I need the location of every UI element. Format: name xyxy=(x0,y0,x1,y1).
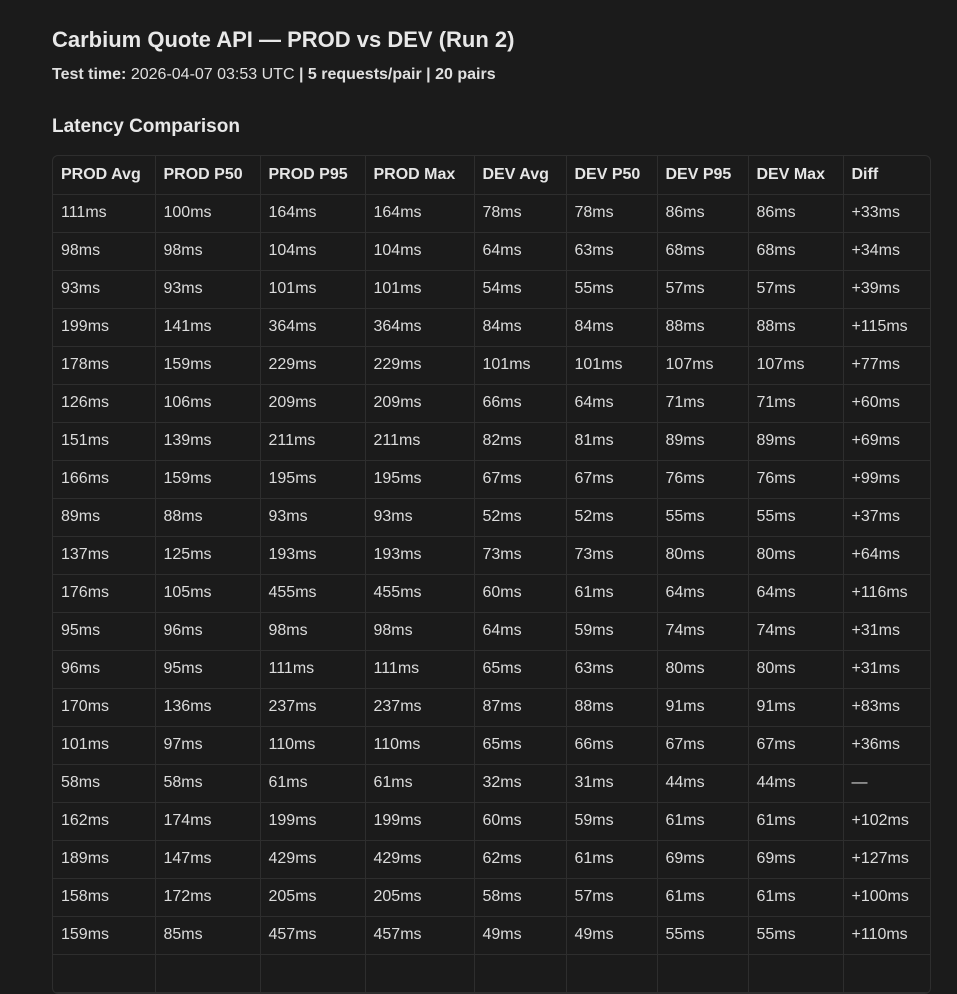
table-row xyxy=(53,878,930,916)
table-cell: +39ms xyxy=(843,270,930,308)
table-row xyxy=(53,612,930,650)
table-cell: 81ms xyxy=(566,422,657,460)
table-cell: 57ms xyxy=(566,878,657,916)
table-row xyxy=(53,764,930,802)
table-row xyxy=(53,726,930,764)
table-cell: 73ms xyxy=(566,536,657,574)
table-cell: 82ms xyxy=(474,422,566,460)
meta-separator: | xyxy=(298,66,304,83)
table-cell: 71ms xyxy=(748,384,843,422)
table-body xyxy=(53,194,930,992)
table-cell: 64ms xyxy=(566,384,657,422)
table-cell: 69ms xyxy=(748,840,843,878)
table-cell: 64ms xyxy=(748,574,843,612)
table-cell: 93ms xyxy=(260,498,365,536)
table-cell: 141ms xyxy=(155,308,260,346)
table-cell: 96ms xyxy=(53,650,155,688)
table-cell: 84ms xyxy=(474,308,566,346)
table-row xyxy=(53,536,930,574)
latency-table-container xyxy=(52,155,931,994)
table-cell: 80ms xyxy=(748,536,843,574)
table-row xyxy=(53,954,930,992)
table-cell: 54ms xyxy=(474,270,566,308)
column-header: DEV Max xyxy=(748,156,843,194)
table-cell: 60ms xyxy=(474,574,566,612)
table-row xyxy=(53,840,930,878)
table-cell: 100ms xyxy=(155,194,260,232)
table-cell: 55ms xyxy=(748,916,843,954)
table-cell: 178ms xyxy=(53,346,155,384)
column-header: Diff xyxy=(843,156,930,194)
table-cell: 85ms xyxy=(155,916,260,954)
table-cell: 86ms xyxy=(748,194,843,232)
table-cell: 429ms xyxy=(365,840,474,878)
table-cell: 209ms xyxy=(365,384,474,422)
table-cell: 98ms xyxy=(260,612,365,650)
table-cell: 455ms xyxy=(260,574,365,612)
table-cell: 58ms xyxy=(53,764,155,802)
table-cell: 106ms xyxy=(155,384,260,422)
table-cell: 101ms xyxy=(365,270,474,308)
table-cell: 195ms xyxy=(260,460,365,498)
table-cell: 137ms xyxy=(53,536,155,574)
requests-per-pair: 5 requests/pair xyxy=(307,66,422,83)
table-cell: 199ms xyxy=(53,308,155,346)
table-cell: 61ms xyxy=(657,878,748,916)
table-cell: 364ms xyxy=(260,308,365,346)
table-cell: 67ms xyxy=(474,460,566,498)
table-cell: 110ms xyxy=(365,726,474,764)
table-cell: 209ms xyxy=(260,384,365,422)
table-cell: 65ms xyxy=(474,726,566,764)
table-cell: 139ms xyxy=(155,422,260,460)
table-cell: 107ms xyxy=(657,346,748,384)
test-time-value: 2026-04-07 03:53 UTC xyxy=(130,66,295,83)
table-cell: 195ms xyxy=(365,460,474,498)
table-cell: 89ms xyxy=(53,498,155,536)
table-cell: 193ms xyxy=(260,536,365,574)
table-cell: 101ms xyxy=(566,346,657,384)
table-cell: 44ms xyxy=(748,764,843,802)
column-header: PROD P95 xyxy=(260,156,365,194)
table-cell: 88ms xyxy=(155,498,260,536)
table-cell: 74ms xyxy=(657,612,748,650)
table-cell: 89ms xyxy=(748,422,843,460)
table-cell: 89ms xyxy=(657,422,748,460)
table-cell: 80ms xyxy=(657,650,748,688)
table-cell xyxy=(260,954,365,992)
table-row xyxy=(53,498,930,536)
table-cell: 49ms xyxy=(566,916,657,954)
table-cell: 74ms xyxy=(748,612,843,650)
table-row xyxy=(53,802,930,840)
table-cell: +31ms xyxy=(843,650,930,688)
table-cell: 73ms xyxy=(474,536,566,574)
table-cell: 61ms xyxy=(365,764,474,802)
table-cell: 68ms xyxy=(657,232,748,270)
table-row xyxy=(53,270,930,308)
column-header: PROD Avg xyxy=(53,156,155,194)
table-cell: 93ms xyxy=(155,270,260,308)
table-cell: 101ms xyxy=(474,346,566,384)
table-cell: 159ms xyxy=(53,916,155,954)
table-cell: 58ms xyxy=(474,878,566,916)
table-cell: 59ms xyxy=(566,612,657,650)
table-cell xyxy=(657,954,748,992)
table-cell: 166ms xyxy=(53,460,155,498)
table-cell: 57ms xyxy=(748,270,843,308)
table-row xyxy=(53,650,930,688)
table-cell: 61ms xyxy=(657,802,748,840)
meta-separator: | xyxy=(426,66,431,83)
table-cell: 105ms xyxy=(155,574,260,612)
table-cell: 58ms xyxy=(155,764,260,802)
table-row xyxy=(53,574,930,612)
table-cell: 76ms xyxy=(657,460,748,498)
table-cell: 107ms xyxy=(748,346,843,384)
table-cell: 57ms xyxy=(657,270,748,308)
table-cell: 71ms xyxy=(657,384,748,422)
table-cell xyxy=(748,954,843,992)
table-cell: 61ms xyxy=(748,802,843,840)
table-cell: 64ms xyxy=(474,612,566,650)
table-cell: 80ms xyxy=(657,536,748,574)
table-cell: 205ms xyxy=(260,878,365,916)
table-cell: 87ms xyxy=(474,688,566,726)
column-header: DEV P95 xyxy=(657,156,748,194)
table-cell: 104ms xyxy=(365,232,474,270)
table-cell: 61ms xyxy=(748,878,843,916)
table-cell: 61ms xyxy=(566,574,657,612)
table-cell: +83ms xyxy=(843,688,930,726)
table-cell: 429ms xyxy=(260,840,365,878)
test-meta xyxy=(52,64,929,86)
table-cell: +99ms xyxy=(843,460,930,498)
table-cell: +110ms xyxy=(843,916,930,954)
table-row xyxy=(53,422,930,460)
table-cell: 95ms xyxy=(155,650,260,688)
table-row xyxy=(53,308,930,346)
table-cell: 205ms xyxy=(365,878,474,916)
table-cell: 229ms xyxy=(260,346,365,384)
table-cell: 55ms xyxy=(748,498,843,536)
table-cell: 69ms xyxy=(657,840,748,878)
table-cell: 151ms xyxy=(53,422,155,460)
table-cell: 174ms xyxy=(155,802,260,840)
table-cell: 101ms xyxy=(260,270,365,308)
table-cell: 110ms xyxy=(260,726,365,764)
table-cell: 199ms xyxy=(365,802,474,840)
table-cell: 64ms xyxy=(657,574,748,612)
table-cell: 457ms xyxy=(260,916,365,954)
table-cell: 125ms xyxy=(155,536,260,574)
table-cell: 60ms xyxy=(474,802,566,840)
page-title: Carbium Quote API — PROD vs DEV (Run 2) xyxy=(52,27,515,52)
table-cell: 76ms xyxy=(748,460,843,498)
table-cell: — xyxy=(843,764,930,802)
table-cell xyxy=(474,954,566,992)
table-cell: 237ms xyxy=(365,688,474,726)
table-cell: +127ms xyxy=(843,840,930,878)
table-cell: 172ms xyxy=(155,878,260,916)
column-header: DEV P50 xyxy=(566,156,657,194)
table-cell: 97ms xyxy=(155,726,260,764)
table-cell: 52ms xyxy=(474,498,566,536)
table-cell: 52ms xyxy=(566,498,657,536)
table-row xyxy=(53,232,930,270)
table-cell: 111ms xyxy=(260,650,365,688)
table-cell xyxy=(53,954,155,992)
table-cell: +100ms xyxy=(843,878,930,916)
table-cell xyxy=(566,954,657,992)
table-cell: 67ms xyxy=(657,726,748,764)
table-cell: 80ms xyxy=(748,650,843,688)
table-cell: +115ms xyxy=(843,308,930,346)
table-cell: 78ms xyxy=(474,194,566,232)
table-cell: 229ms xyxy=(365,346,474,384)
table-cell: 211ms xyxy=(365,422,474,460)
table-cell: 59ms xyxy=(566,802,657,840)
table-cell: 457ms xyxy=(365,916,474,954)
table-cell: 65ms xyxy=(474,650,566,688)
table-cell: +60ms xyxy=(843,384,930,422)
table-cell: 31ms xyxy=(566,764,657,802)
table-cell: 61ms xyxy=(566,840,657,878)
table-row xyxy=(53,346,930,384)
column-header: PROD P50 xyxy=(155,156,260,194)
table-cell: +64ms xyxy=(843,536,930,574)
table-cell: +36ms xyxy=(843,726,930,764)
table-cell: 96ms xyxy=(155,612,260,650)
table-cell: +69ms xyxy=(843,422,930,460)
table-cell: +102ms xyxy=(843,802,930,840)
test-time-label: Test time: xyxy=(52,66,127,83)
table-cell: 55ms xyxy=(657,498,748,536)
table-cell: 162ms xyxy=(53,802,155,840)
table-cell: 364ms xyxy=(365,308,474,346)
latency-table xyxy=(53,156,930,993)
table-cell: 67ms xyxy=(748,726,843,764)
table-cell: 164ms xyxy=(260,194,365,232)
table-cell: 211ms xyxy=(260,422,365,460)
pair-count: 20 pairs xyxy=(435,66,496,83)
table-cell: 164ms xyxy=(365,194,474,232)
table-cell: 93ms xyxy=(365,498,474,536)
table-cell: 68ms xyxy=(748,232,843,270)
table-row xyxy=(53,916,930,954)
table-cell: 67ms xyxy=(566,460,657,498)
table-cell: 93ms xyxy=(53,270,155,308)
table-cell: +116ms xyxy=(843,574,930,612)
table-cell: 455ms xyxy=(365,574,474,612)
table-row xyxy=(53,460,930,498)
table-cell: 193ms xyxy=(365,536,474,574)
section-title: Latency Comparison xyxy=(52,116,240,137)
table-cell: 170ms xyxy=(53,688,155,726)
table-cell: 49ms xyxy=(474,916,566,954)
table-cell: +33ms xyxy=(843,194,930,232)
table-cell: 44ms xyxy=(657,764,748,802)
table-cell: 66ms xyxy=(474,384,566,422)
column-header: DEV Avg xyxy=(474,156,566,194)
table-cell: 189ms xyxy=(53,840,155,878)
table-cell: 88ms xyxy=(657,308,748,346)
table-cell: 78ms xyxy=(566,194,657,232)
table-cell: 111ms xyxy=(365,650,474,688)
table-cell: 147ms xyxy=(155,840,260,878)
table-cell: 98ms xyxy=(53,232,155,270)
table-cell: 88ms xyxy=(566,688,657,726)
table-cell: 176ms xyxy=(53,574,155,612)
table-cell: 98ms xyxy=(365,612,474,650)
table-cell: 199ms xyxy=(260,802,365,840)
table-cell: 111ms xyxy=(53,194,155,232)
table-cell: 62ms xyxy=(474,840,566,878)
table-cell xyxy=(843,954,930,992)
table-cell: +31ms xyxy=(843,612,930,650)
table-row xyxy=(53,688,930,726)
table-cell xyxy=(155,954,260,992)
table-cell: 61ms xyxy=(260,764,365,802)
table-cell: 98ms xyxy=(155,232,260,270)
table-cell: +34ms xyxy=(843,232,930,270)
table-cell: 91ms xyxy=(748,688,843,726)
table-cell: 95ms xyxy=(53,612,155,650)
table-cell: 63ms xyxy=(566,650,657,688)
table-cell: 126ms xyxy=(53,384,155,422)
table-cell: +77ms xyxy=(843,346,930,384)
table-cell: 32ms xyxy=(474,764,566,802)
table-cell: 159ms xyxy=(155,346,260,384)
table-cell: 86ms xyxy=(657,194,748,232)
table-cell: 136ms xyxy=(155,688,260,726)
table-cell: 66ms xyxy=(566,726,657,764)
table-cell: 88ms xyxy=(748,308,843,346)
table-cell: 159ms xyxy=(155,460,260,498)
table-row xyxy=(53,194,930,232)
table-cell: 64ms xyxy=(474,232,566,270)
table-cell: 101ms xyxy=(53,726,155,764)
table-cell xyxy=(365,954,474,992)
table-cell: 55ms xyxy=(657,916,748,954)
table-header-row xyxy=(53,156,930,194)
table-cell: 91ms xyxy=(657,688,748,726)
table-cell: 55ms xyxy=(566,270,657,308)
table-cell: 158ms xyxy=(53,878,155,916)
table-cell: +37ms xyxy=(843,498,930,536)
table-cell: 104ms xyxy=(260,232,365,270)
table-row xyxy=(53,384,930,422)
table-cell: 84ms xyxy=(566,308,657,346)
table-cell: 237ms xyxy=(260,688,365,726)
table-cell: 63ms xyxy=(566,232,657,270)
column-header: PROD Max xyxy=(365,156,474,194)
